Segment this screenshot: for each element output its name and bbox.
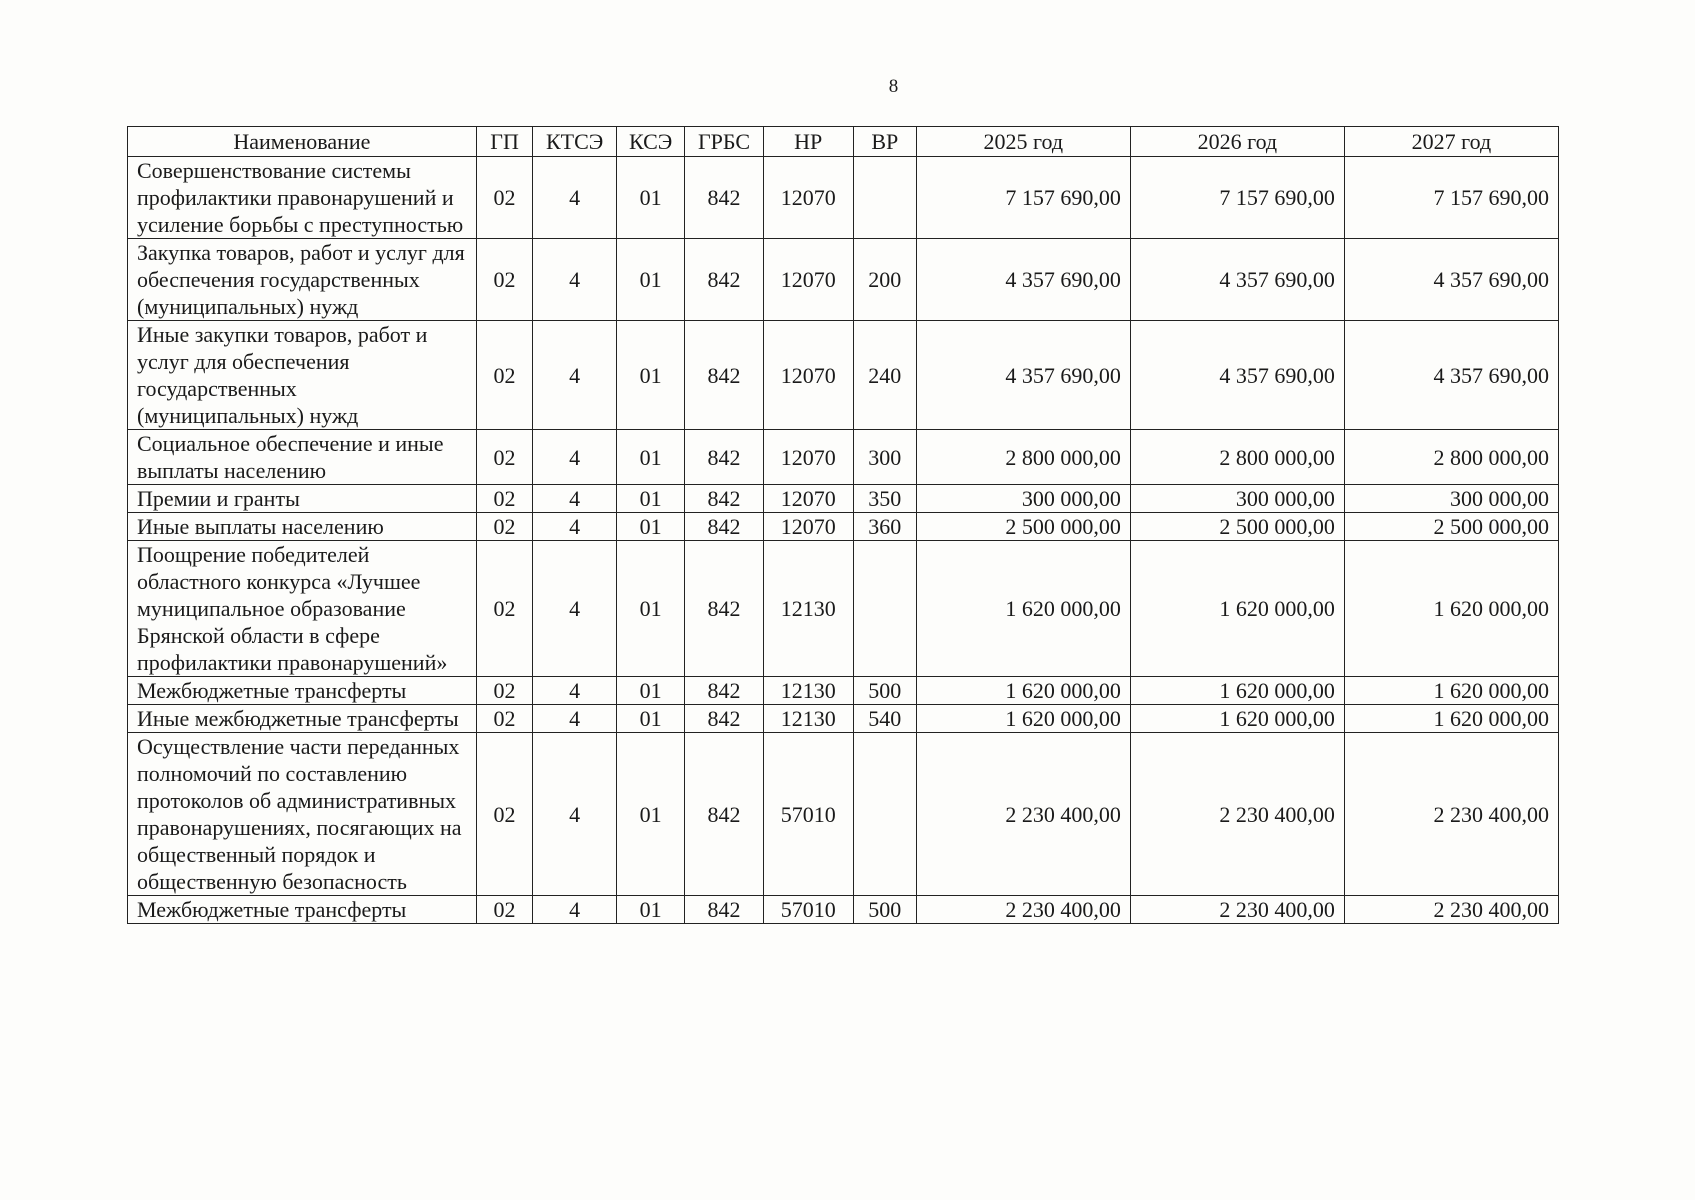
cell-ktse: 4 xyxy=(533,485,617,513)
cell-amount-2026: 1 620 000,00 xyxy=(1130,677,1344,705)
cell-kse: 01 xyxy=(616,485,684,513)
header-vr: ВР xyxy=(853,127,916,157)
cell-vr xyxy=(853,157,916,239)
cell-amount-2027: 1 620 000,00 xyxy=(1344,705,1558,733)
table-header xyxy=(128,127,1559,157)
cell-amount-2025: 4 357 690,00 xyxy=(916,321,1130,430)
cell-grbs: 842 xyxy=(685,430,763,485)
cell-amount-2025: 1 620 000,00 xyxy=(916,705,1130,733)
table-row xyxy=(128,485,1559,513)
cell-amount-2025: 2 230 400,00 xyxy=(916,896,1130,924)
cell-name: Премии и гранты xyxy=(128,485,477,513)
cell-name: Иные закупки товаров, работ и услуг для обеспечения государственных (муниципальных) нужд xyxy=(128,321,477,430)
cell-vr: 360 xyxy=(853,513,916,541)
cell-kse: 01 xyxy=(616,677,684,705)
cell-name: Закупка товаров, работ и услуг для обеспечения государственных (муниципальных) нужд xyxy=(128,239,477,321)
cell-grbs: 842 xyxy=(685,677,763,705)
cell-amount-2025: 4 357 690,00 xyxy=(916,239,1130,321)
cell-ktse: 4 xyxy=(533,239,617,321)
cell-vr: 300 xyxy=(853,430,916,485)
cell-amount-2026: 2 230 400,00 xyxy=(1130,896,1344,924)
table-row xyxy=(128,541,1559,677)
cell-amount-2025: 2 230 400,00 xyxy=(916,733,1130,896)
cell-kse: 01 xyxy=(616,239,684,321)
cell-vr xyxy=(853,733,916,896)
table-row xyxy=(128,733,1559,896)
cell-kse: 01 xyxy=(616,321,684,430)
cell-nr: 12070 xyxy=(763,513,853,541)
cell-ktse: 4 xyxy=(533,321,617,430)
cell-nr: 12130 xyxy=(763,677,853,705)
cell-amount-2027: 2 230 400,00 xyxy=(1344,733,1558,896)
cell-grbs: 842 xyxy=(685,541,763,677)
cell-kse: 01 xyxy=(616,157,684,239)
cell-nr: 12070 xyxy=(763,239,853,321)
cell-kse: 01 xyxy=(616,513,684,541)
table-row xyxy=(128,677,1559,705)
cell-nr: 12130 xyxy=(763,705,853,733)
cell-amount-2027: 1 620 000,00 xyxy=(1344,677,1558,705)
cell-kse: 01 xyxy=(616,733,684,896)
cell-vr: 540 xyxy=(853,705,916,733)
cell-ktse: 4 xyxy=(533,430,617,485)
cell-amount-2026: 300 000,00 xyxy=(1130,485,1344,513)
cell-amount-2025: 7 157 690,00 xyxy=(916,157,1130,239)
cell-nr: 12070 xyxy=(763,321,853,430)
cell-amount-2027: 2 500 000,00 xyxy=(1344,513,1558,541)
cell-amount-2025: 1 620 000,00 xyxy=(916,541,1130,677)
cell-amount-2026: 2 500 000,00 xyxy=(1130,513,1344,541)
cell-kse: 01 xyxy=(616,430,684,485)
header-ktse: КТСЭ xyxy=(533,127,617,157)
table-row xyxy=(128,157,1559,239)
cell-gp: 02 xyxy=(476,896,533,924)
cell-gp: 02 xyxy=(476,157,533,239)
cell-grbs: 842 xyxy=(685,705,763,733)
cell-gp: 02 xyxy=(476,430,533,485)
cell-gp: 02 xyxy=(476,239,533,321)
cell-grbs: 842 xyxy=(685,157,763,239)
cell-amount-2027: 2 230 400,00 xyxy=(1344,896,1558,924)
cell-gp: 02 xyxy=(476,321,533,430)
budget-table xyxy=(127,126,1559,924)
cell-grbs: 842 xyxy=(685,513,763,541)
cell-gp: 02 xyxy=(476,677,533,705)
cell-name: Иные межбюджетные трансферты xyxy=(128,705,477,733)
cell-nr: 12070 xyxy=(763,485,853,513)
header-grbs: ГРБС xyxy=(685,127,763,157)
cell-vr: 500 xyxy=(853,896,916,924)
header-kse: КСЭ xyxy=(616,127,684,157)
cell-gp: 02 xyxy=(476,733,533,896)
cell-amount-2025: 2 800 000,00 xyxy=(916,430,1130,485)
header-row xyxy=(128,127,1559,157)
cell-ktse: 4 xyxy=(533,705,617,733)
cell-name: Межбюджетные трансферты xyxy=(128,677,477,705)
cell-amount-2026: 1 620 000,00 xyxy=(1130,705,1344,733)
cell-vr: 240 xyxy=(853,321,916,430)
cell-kse: 01 xyxy=(616,541,684,677)
cell-amount-2025: 1 620 000,00 xyxy=(916,677,1130,705)
cell-kse: 01 xyxy=(616,705,684,733)
cell-gp: 02 xyxy=(476,705,533,733)
header-2025: 2025 год xyxy=(916,127,1130,157)
cell-amount-2027: 2 800 000,00 xyxy=(1344,430,1558,485)
table-row xyxy=(128,321,1559,430)
cell-amount-2026: 4 357 690,00 xyxy=(1130,239,1344,321)
cell-grbs: 842 xyxy=(685,239,763,321)
header-2026: 2026 год xyxy=(1130,127,1344,157)
cell-amount-2026: 2 800 000,00 xyxy=(1130,430,1344,485)
cell-name: Поощрение победителей областного конкурса «Лучшее муниципальное образование Брянской области в сфере профилактики правонарушений» xyxy=(128,541,477,677)
cell-amount-2027: 4 357 690,00 xyxy=(1344,321,1558,430)
cell-amount-2027: 4 357 690,00 xyxy=(1344,239,1558,321)
cell-grbs: 842 xyxy=(685,485,763,513)
table-row xyxy=(128,430,1559,485)
header-name: Наименование xyxy=(128,127,477,157)
cell-nr: 12130 xyxy=(763,541,853,677)
table-row xyxy=(128,705,1559,733)
cell-vr: 350 xyxy=(853,485,916,513)
cell-nr: 57010 xyxy=(763,896,853,924)
cell-name: Осуществление части переданных полномочий по составлению протоколов об административных правонарушениях, посягающих на общественный порядок и общественную безопасность xyxy=(128,733,477,896)
cell-amount-2026: 1 620 000,00 xyxy=(1130,541,1344,677)
cell-vr: 500 xyxy=(853,677,916,705)
header-2027: 2027 год xyxy=(1344,127,1558,157)
cell-amount-2027: 1 620 000,00 xyxy=(1344,541,1558,677)
cell-ktse: 4 xyxy=(533,541,617,677)
header-gp: ГП xyxy=(476,127,533,157)
cell-vr xyxy=(853,541,916,677)
cell-amount-2026: 4 357 690,00 xyxy=(1130,321,1344,430)
table-row xyxy=(128,239,1559,321)
cell-nr: 57010 xyxy=(763,733,853,896)
cell-amount-2025: 300 000,00 xyxy=(916,485,1130,513)
table-body xyxy=(128,157,1559,924)
page-number: 8 xyxy=(888,76,899,97)
header-nr: НР xyxy=(763,127,853,157)
cell-vr: 200 xyxy=(853,239,916,321)
cell-name: Совершенствование системы профилактики правонарушений и усиление борьбы с преступностью xyxy=(128,157,477,239)
cell-kse: 01 xyxy=(616,896,684,924)
cell-amount-2027: 300 000,00 xyxy=(1344,485,1558,513)
cell-grbs: 842 xyxy=(685,896,763,924)
cell-gp: 02 xyxy=(476,485,533,513)
cell-gp: 02 xyxy=(476,513,533,541)
table-row xyxy=(128,513,1559,541)
cell-ktse: 4 xyxy=(533,733,617,896)
cell-amount-2026: 7 157 690,00 xyxy=(1130,157,1344,239)
cell-ktse: 4 xyxy=(533,513,617,541)
cell-ktse: 4 xyxy=(533,896,617,924)
cell-name: Иные выплаты населению xyxy=(128,513,477,541)
cell-ktse: 4 xyxy=(533,157,617,239)
cell-amount-2027: 7 157 690,00 xyxy=(1344,157,1558,239)
cell-amount-2026: 2 230 400,00 xyxy=(1130,733,1344,896)
cell-nr: 12070 xyxy=(763,157,853,239)
cell-amount-2025: 2 500 000,00 xyxy=(916,513,1130,541)
table-row xyxy=(128,896,1559,924)
cell-name: Межбюджетные трансферты xyxy=(128,896,477,924)
cell-grbs: 842 xyxy=(685,321,763,430)
cell-grbs: 842 xyxy=(685,733,763,896)
cell-ktse: 4 xyxy=(533,677,617,705)
cell-name: Социальное обеспечение и иные выплаты населению xyxy=(128,430,477,485)
cell-nr: 12070 xyxy=(763,430,853,485)
cell-gp: 02 xyxy=(476,541,533,677)
